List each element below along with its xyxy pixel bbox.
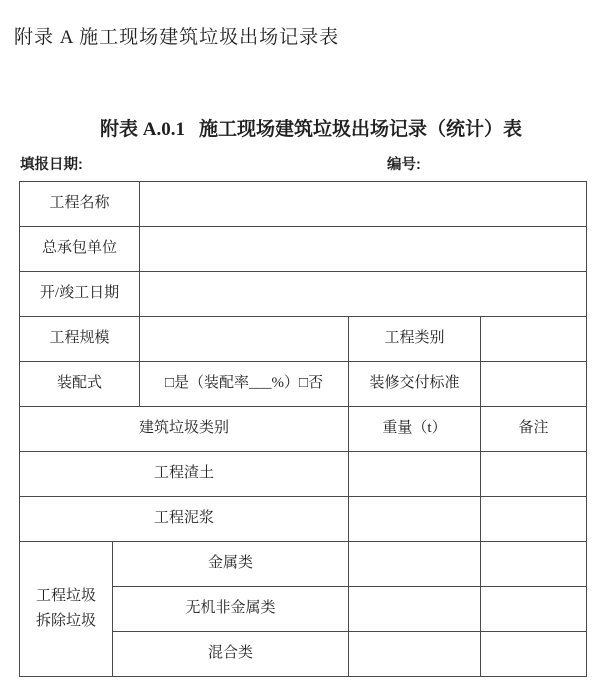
mixed-remarks-cell xyxy=(481,632,587,677)
start-completion-date-label-cell: 开/竣工日期 xyxy=(20,272,140,317)
row-general-contractor xyxy=(20,227,587,272)
demolition-group-line2: 拆除垃圾 xyxy=(35,613,96,629)
table-title-text: 施工现场建筑垃圾出场记录（统计）表 xyxy=(198,119,522,140)
engineering-slag-label-cell: 工程渣土 xyxy=(20,452,349,497)
demolition-group-line1: 工程垃圾 xyxy=(35,588,96,605)
waste-record-table xyxy=(19,181,587,677)
weight-header-cell: 重量（t） xyxy=(349,407,481,452)
decoration-standard-value-cell xyxy=(481,362,587,407)
row-start-completion-date xyxy=(20,272,587,317)
general-contractor-value-cell xyxy=(140,227,587,272)
engineering-slurry-weight-cell xyxy=(349,497,481,542)
project-category-label-cell: 工程类别 xyxy=(349,317,481,362)
meta-row xyxy=(0,153,603,171)
mixed-weight-cell xyxy=(349,632,481,677)
project-scale-value-cell xyxy=(140,317,349,362)
project-scale-label-cell: 工程规模 xyxy=(20,317,140,362)
number-label: 编号: xyxy=(387,157,421,173)
inorganic-nonmetal-remarks-cell xyxy=(481,587,587,632)
prefabricated-label-cell: 装配式 xyxy=(20,362,140,407)
project-name-value-cell xyxy=(140,182,587,227)
metal-weight-cell xyxy=(349,542,481,587)
prefabricated-options-cell: □是（装配率___%）□否 xyxy=(140,362,349,407)
appendix-heading: 附录 A 施工现场建筑垃圾出场记录表 xyxy=(14,27,340,48)
engineering-slurry-label-cell: 工程泥浆 xyxy=(20,497,349,542)
start-completion-date-value-cell xyxy=(140,272,587,317)
general-contractor-label-cell: 总承包单位 xyxy=(20,227,140,272)
metal-label-cell: 金属类 xyxy=(113,542,349,587)
table-title-number: 附表 A.0.1 xyxy=(100,119,185,140)
row-engineering-slurry xyxy=(20,497,587,542)
demolition-group-label-cell xyxy=(20,542,113,677)
row-engineering-slag xyxy=(20,452,587,497)
inorganic-nonmetal-weight-cell xyxy=(349,587,481,632)
engineering-slag-remarks-cell xyxy=(481,452,587,497)
report-date-label: 填报日期: xyxy=(20,157,83,173)
row-project-scale xyxy=(20,317,587,362)
row-project-name xyxy=(20,182,587,227)
inorganic-nonmetal-label-cell: 无机非金属类 xyxy=(113,587,349,632)
row-metal xyxy=(20,542,587,587)
engineering-slag-weight-cell xyxy=(349,452,481,497)
row-category-header xyxy=(20,407,587,452)
project-name-label-cell: 工程名称 xyxy=(20,182,140,227)
engineering-slurry-remarks-cell xyxy=(481,497,587,542)
waste-category-header-cell: 建筑垃圾类别 xyxy=(20,407,349,452)
project-category-value-cell xyxy=(481,317,587,362)
row-prefabricated xyxy=(20,362,587,407)
decoration-standard-label-cell: 装修交付标准 xyxy=(349,362,481,407)
metal-remarks-cell xyxy=(481,542,587,587)
remarks-header-cell: 备注 xyxy=(481,407,587,452)
mixed-label-cell: 混合类 xyxy=(113,632,349,677)
